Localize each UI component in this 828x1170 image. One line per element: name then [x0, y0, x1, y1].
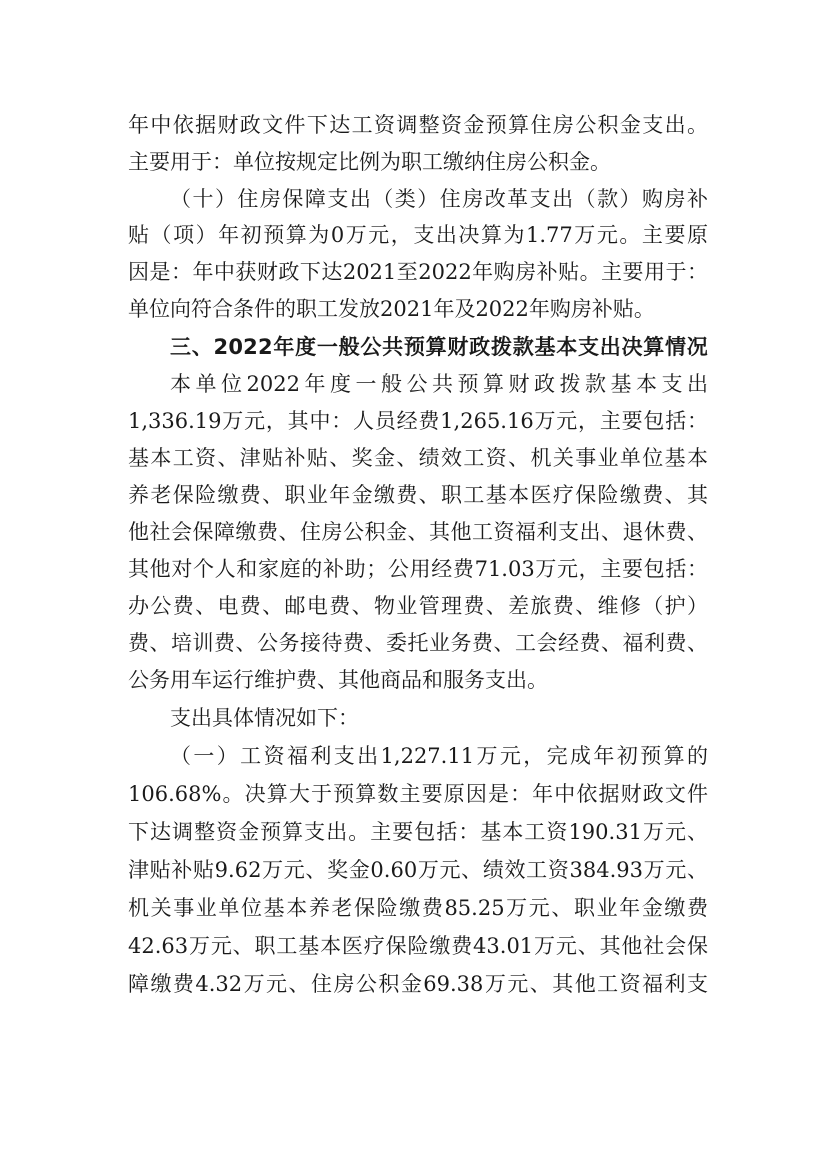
text-line: 障缴费4.32万元、住房公积金69.38万元、其他工资福利支 [128, 972, 708, 996]
text-line: 办公费、电费、邮电费、物业管理费、差旅费、维修（护） [128, 594, 708, 618]
text-line: （一）工资福利支出1,227.11万元，完成年初预算的 [170, 744, 708, 768]
text-line: 养老保险缴费、职业年金缴费、职工基本医疗保险缴费、其 [128, 483, 708, 507]
text-line: 年中依据财政文件下达工资调整资金预算住房公积金支出。 [128, 113, 708, 137]
text-line: 42.63万元、职工基本医疗保险缴费43.01万元、其他社会保 [128, 934, 708, 958]
text-line: 公务用车运行维护费、其他商品和服务支出。 [128, 668, 548, 692]
text-line: 费、培训费、公务接待费、委托业务费、工会经费、福利费、 [128, 631, 708, 655]
text-line: 基本工资、津贴补贴、奖金、绩效工资、机关事业单位基本 [128, 446, 708, 470]
text-line: 支出具体情况如下： [170, 706, 359, 730]
text-line: 1,336.19万元，其中：人员经费1,265.16万元，主要包括： [128, 409, 708, 433]
text-line: 106.68%。决算大于预算数主要原因是：年中依据财政文件 [128, 782, 708, 806]
text-line: 主要用于：单位按规定比例为职工缴纳住房公积金。 [128, 150, 611, 174]
section-heading: 三、2022年度一般公共预算财政拨款基本支出决算情况 [170, 335, 708, 359]
text-line: 他社会保障缴费、住房公积金、其他工资福利支出、退休费、 [128, 520, 708, 544]
text-line: 本单位2022年度一般公共预算财政拨款基本支出 [170, 372, 708, 396]
text-line: 机关事业单位基本养老保险缴费85.25万元、职业年金缴费 [128, 896, 708, 920]
text-line: （十）住房保障支出（类）住房改革支出（款）购房补 [170, 187, 708, 211]
text-line: 单位向符合条件的职工发放2021年及2022年购房补贴。 [128, 297, 655, 321]
text-line: 贴（项）年初预算为0万元，支出决算为1.77万元。主要原 [128, 223, 708, 247]
text-line: 津贴补贴9.62万元、奖金0.60万元、绩效工资384.93万元、 [128, 858, 708, 882]
text-line: 下达调整资金预算支出。主要包括：基本工资190.31万元、 [128, 820, 708, 844]
text-line: 其他对个人和家庭的补助；公用经费71.03万元，主要包括： [128, 557, 708, 581]
text-line: 因是：年中获财政下达2021至2022年购房补贴。主要用于： [128, 260, 708, 284]
